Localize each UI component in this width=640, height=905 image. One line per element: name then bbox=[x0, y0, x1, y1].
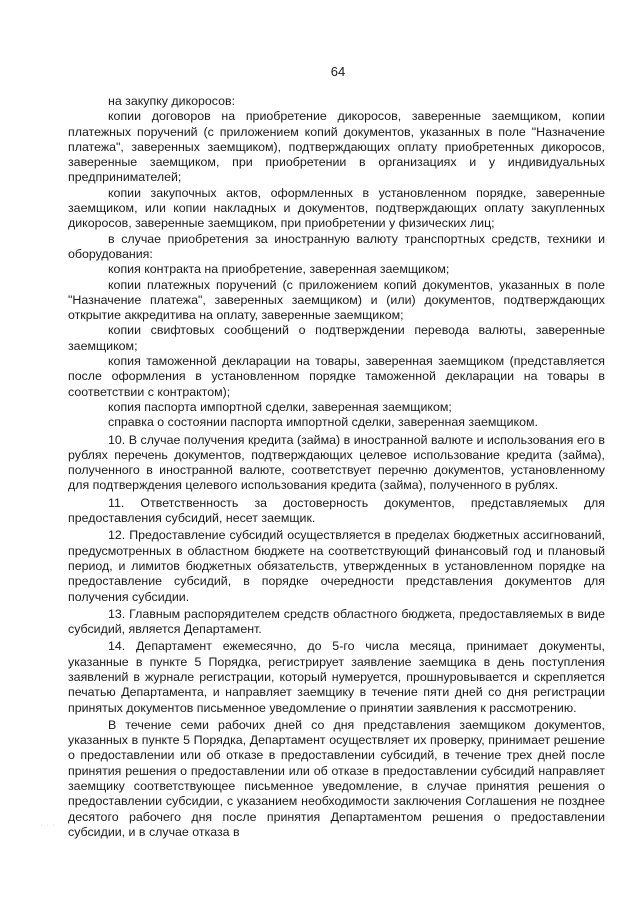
paragraph-clause-11: 11. Ответственность за достоверность документов, представляемых для предоставления субсидий, несет заемщик. bbox=[68, 495, 605, 526]
page-number: 64 bbox=[330, 64, 346, 79]
paragraph-foreign-currency-heading: в случае приобретения за иностранную валюту транспортных средств, техники и оборудования: bbox=[68, 231, 605, 261]
paragraph-clause-10: 10. В случае получения кредита (займа) в иностранной валюте и использования его в рублях перечень документов, подтверждающих целевое использование кредита (займа), полученного в иностранной валюте, соответствует перечню документов, установленному для подтверждения целевого использования кредита (займа), полученного в рублях. bbox=[68, 432, 605, 493]
paragraph-contract-copy: копия контракта на приобретение, заверенная заемщиком; bbox=[108, 262, 450, 277]
paragraph-swift-messages: копии свифтовых сообщений о подтверждении перевода валюты, заверенные заемщиком; bbox=[68, 323, 605, 353]
paragraph-clause-14: 14. Департамент ежемесячно, до 5-го числа месяца, принимает документы, указанные в пункте 5 Порядка, регистрирует заявление заемщика в день поступления заявлений в журнале регистрации, который нумеруется, прошнуровывается и скрепляется печатью Департамента, и направляет заемщику в течение пяти дней со дня регистрации принятых документов письменное уведомление о принятии заявления к рассмотрению. bbox=[68, 639, 605, 715]
paragraph-review-period: В течение семи рабочих дней со дня представления заемщиком документов, указанных в пункте 5 Порядка, Департамент осуществляет их проверку, принимает решение о предоставлении или об отказе в предоставлении субсидий, в течение трех дней после принятия решения о предоставлении или об отказе в предоставлении субсидий направляет заемщику соответствующее письменное уведомление, в случае принятия решения о предоставлении субсидии, с указанием необходимости заключения Соглашения не позднее десятого рабочего дня после принятия Департаментом решения о предоставлении субсидии, и в случае отказа в bbox=[68, 717, 605, 839]
paragraph-customs-declaration: копия таможенной декларации на товары, заверенная заемщиком (представляется после оформления в установленном порядке таможенной декларации на товары в соответствии с контрактом); bbox=[68, 354, 605, 399]
paragraph-payment-orders: копии платежных поручений (с приложением копий документов, указанных в поле "Назначение платежа", заверенных заемщиком) и (или) документов, подтверждающих открытие аккредитива на оплату, заверенные заемщиком; bbox=[68, 277, 605, 323]
paragraph-wild-produce-heading: на закупку дикоросов: bbox=[108, 94, 236, 108]
paragraph-wild-produce-contracts: копии договоров на приобретение дикоросов, заверенные заемщиком, копии платежных поручений (с приложением копий документов, указанных в поле "Назначение платежа", заверенных заемщиком), подтверждающих оплату приобретенных дикоросов, заверенные заемщиком, при приобретении в организациях и у индивидуальных предпринимателей; bbox=[68, 109, 605, 185]
document-body bbox=[68, 94, 605, 840]
paragraph-purchase-acts: копии закупочных актов, оформленных в установленном порядке, заверенные заемщиком, или копии накладных и документов, подтверждающих оплату закупленных дикоросов, заверенные заемщиком, при приобретении у физических лиц; bbox=[68, 185, 605, 231]
faint-stamp-mark: · · · bbox=[40, 822, 56, 829]
paragraph-clause-13: 13. Главным распорядителем средств областного бюджета, предоставляемых в виде субсидий, является Департамент. bbox=[68, 606, 605, 637]
paragraph-clause-12: 12. Предоставление субсидий осуществляется в пределах бюджетных ассигнований, предусмотренных в областном бюджете на соответствующий финансовый год и плановый период, и лимитов бюджетных обязательств, утвержденных в установленном порядке на предоставление субсидий, в порядке очередности представления документов для получения субсидии. bbox=[68, 528, 605, 604]
paragraph-import-passport-status: справка о состоянии паспорта импортной сделки, заверенная заемщиком. bbox=[108, 415, 538, 430]
paragraph-import-passport: копия паспорта импортной сделки, заверенная заемщиком; bbox=[108, 399, 452, 414]
